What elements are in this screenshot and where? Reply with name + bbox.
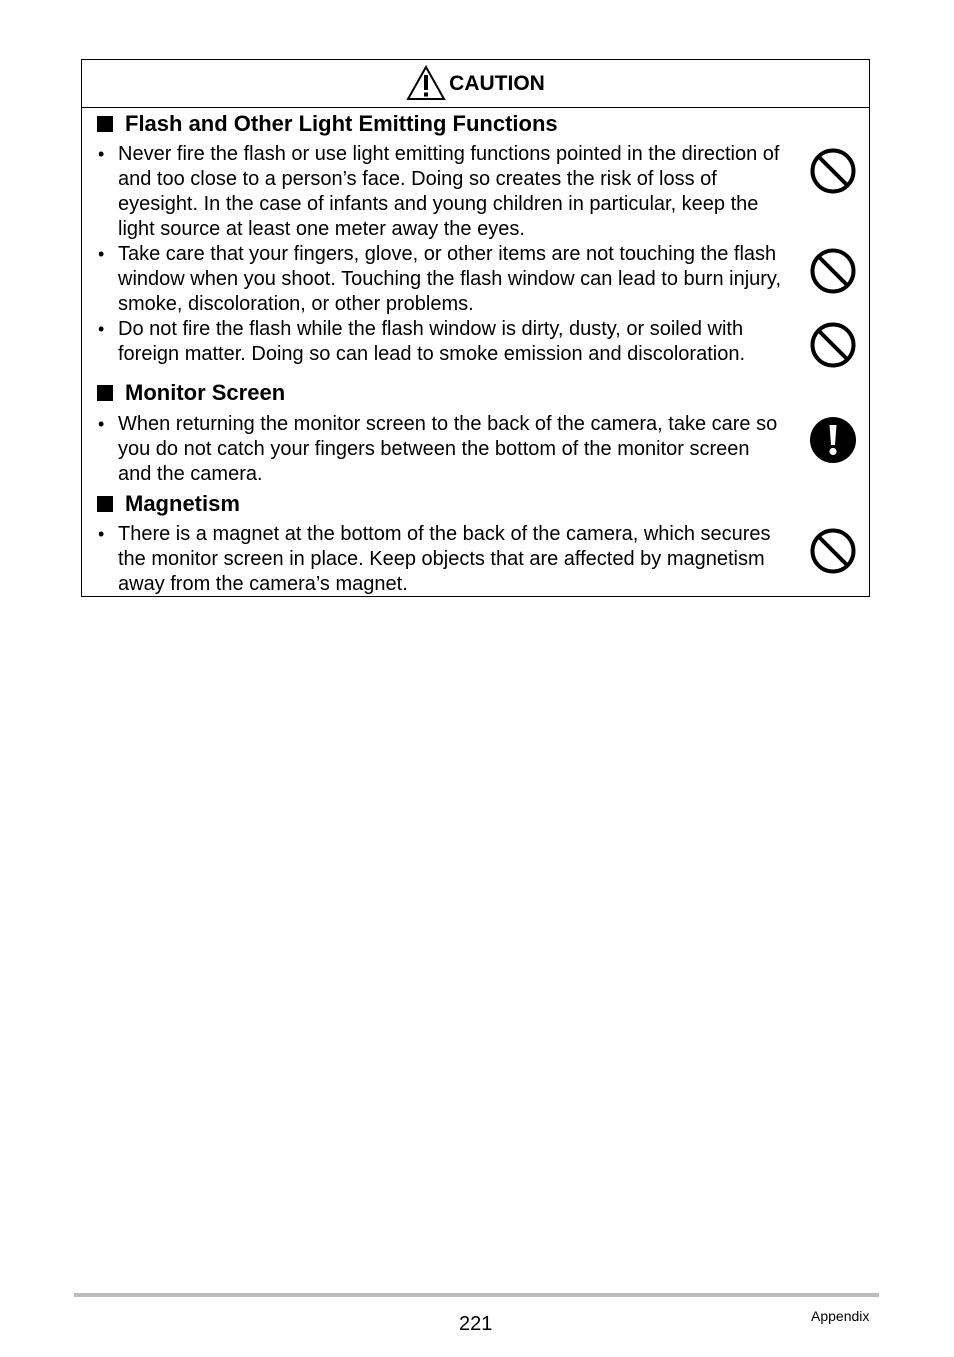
black-square-icon <box>97 385 113 401</box>
warning-triangle-icon <box>406 65 446 101</box>
black-square-icon <box>97 496 113 512</box>
page-number: 221 <box>459 1313 493 1335</box>
footer-divider <box>74 1293 879 1297</box>
list-item: • Do not fire the flash while the flash window is dirty, dusty, or soiled with foreign matter. Doing so can lead to smoke emission and discoloration. <box>97 317 787 367</box>
footer-section-name: Appendix <box>811 1308 870 1324</box>
prohibited-icon <box>810 248 856 294</box>
caution-box <box>81 59 870 597</box>
caution-header <box>82 60 869 108</box>
caution-title: CAUTION <box>449 71 545 95</box>
mandatory-action-icon <box>810 417 856 463</box>
prohibited-icon <box>810 322 856 368</box>
black-square-icon <box>97 116 113 132</box>
section-title-magnetism: Magnetism <box>97 491 240 517</box>
prohibited-icon <box>810 528 856 574</box>
section-title-monitor: Monitor Screen <box>97 380 285 406</box>
list-item: • Take care that your fingers, glove, or other items are not touching the flash window when you shoot. Touching the flash window can lead to burn injury, smoke, discoloration, or other problems. <box>97 242 787 317</box>
list-item: • Never fire the flash or use light emitting functions pointed in the direction of and too close to a person’s face. Doing so creates the risk of loss of eyesight. In the case of infants and young children in particular, keep the light source at least one meter away the eyes. <box>97 142 787 242</box>
prohibited-icon <box>810 148 856 194</box>
section-title-flash: Flash and Other Light Emitting Functions <box>97 111 558 137</box>
list-item: • When returning the monitor screen to the back of the camera, take care so you do not catch your fingers between the bottom of the monitor screen and the camera. <box>97 412 787 487</box>
list-item: • There is a magnet at the bottom of the back of the camera, which secures the monitor screen in place. Keep objects that are affected by magnetism away from the camera’s magnet. <box>97 522 787 597</box>
